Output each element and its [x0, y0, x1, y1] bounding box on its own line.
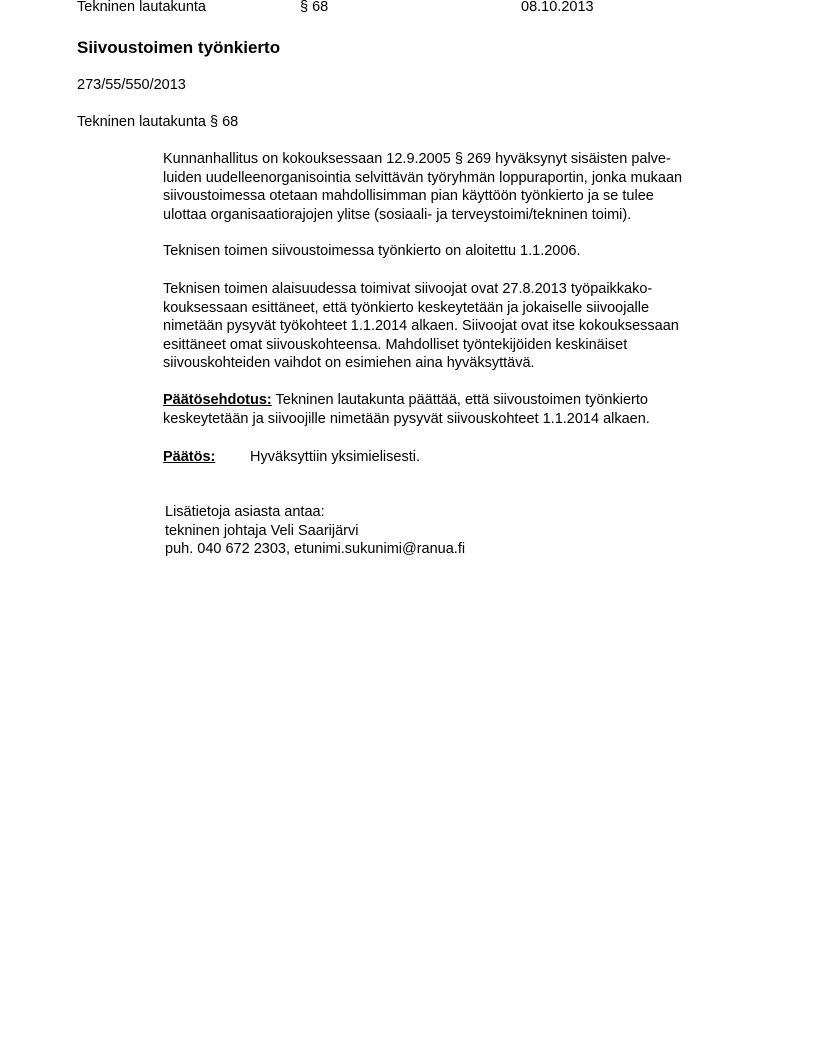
contact-line: Lisätietoja asiasta antaa: [165, 504, 325, 520]
proposal-line-2: keskeytetään ja siivoojille nimetään pysyvät siivouskohteet 1.1.2014 alkaen. [163, 410, 650, 427]
paragraph-line: siivoustoimessa otetaan mahdollisimman pian käyttöön työnkierto ja se tulee [163, 188, 654, 204]
decision-label: Päätös: [163, 449, 216, 465]
meeting-reference: Tekninen lautakunta § 68 [77, 114, 239, 130]
paragraph-line: Teknisen toimen siivoustoimessa työnkierto on aloitettu 1.1.2006. [163, 243, 581, 259]
proposal-line-1 [163, 391, 753, 410]
paragraph-rotation-start [163, 242, 753, 261]
contact-info [165, 503, 465, 559]
document-title: Siivoustoimen työnkierto [77, 38, 281, 57]
header-board-name: Tekninen lautakunta [77, 0, 206, 15]
paragraph-line: Teknisen toimen alaisuudessa toimivat siivoojat ovat 27.8.2013 työpaikkako- [163, 281, 653, 297]
header-date: 08.10.2013 [521, 0, 594, 15]
decision-proposal [163, 391, 753, 428]
header-section-number: § 68 [300, 0, 329, 15]
decision-text: Hyväksyttiin yksimielisesti. [250, 449, 420, 465]
paragraph-line: Kunnanhallitus on kokouksessaan 12.9.2005 § 269 hyväksynyt sisäisten palve- [163, 151, 671, 167]
paragraph-cleaners-proposal [163, 280, 753, 373]
paragraph-line: siivouskohteiden vaihdot on esimiehen aina hyväksyttävä. [163, 355, 535, 371]
contact-line: tekninen johtaja Veli Saarijärvi [165, 522, 359, 539]
paragraph-background [163, 150, 753, 224]
proposal-text: Tekninen lautakunta päättää, että siivoustoimen työnkierto [271, 392, 648, 408]
paragraph-line: kouksessaan esittäneet, että työnkierto keskeytetään ja jokaiselle siivoojalle [163, 299, 650, 316]
reference-number: 273/55/550/2013 [77, 77, 186, 93]
contact-line: puh. 040 672 2303, etunimi.sukunimi@ranua.fi [165, 541, 466, 557]
paragraph-line: ulottaa organisaatiorajojen ylitse (sosiaali- ja terveystoimi/tekninen toimi). [163, 206, 632, 223]
paragraph-line: luiden uudelleenorganisointia selvittävän työryhmän loppuraportin, jonka mukaan [163, 169, 683, 186]
document-header [0, 0, 816, 17]
proposal-label: Päätösehdotus: [163, 392, 272, 408]
decision [163, 448, 753, 467]
paragraph-line: nimetään pysyvät työkohteet 1.1.2014 alkaen. Siivoojat ovat itse kokouksessaan [163, 318, 679, 334]
paragraph-line: esittäneet omat siivouskohteensa. Mahdolliset työntekijöiden keskinäiset [163, 336, 628, 353]
